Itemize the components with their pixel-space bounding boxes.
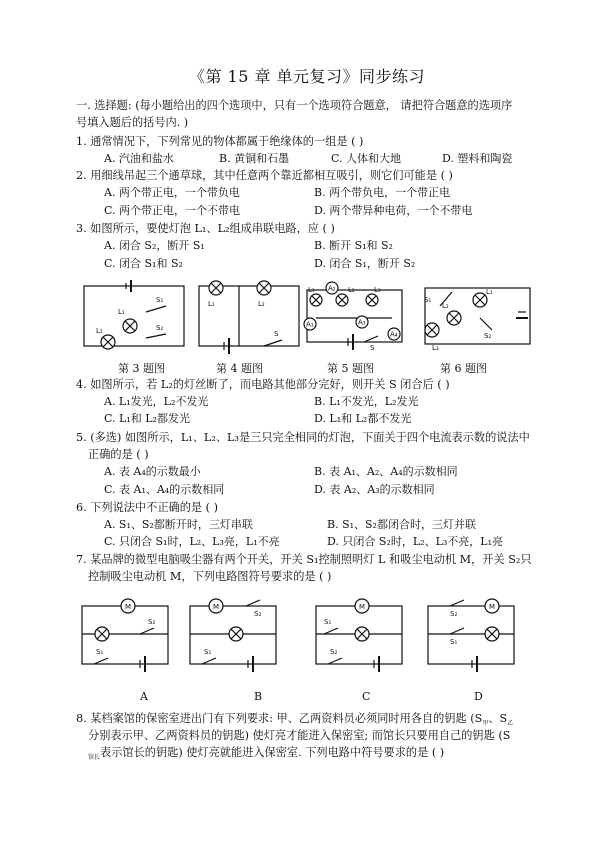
page-title: 《第 15 章 单元复习》同步练习	[188, 67, 426, 86]
q1-option-a: A. 汽油和盐水	[104, 152, 174, 165]
q3-option-b: B. 断开 S₁和 S₂	[314, 239, 393, 252]
fig5-label-s: S	[370, 344, 375, 352]
fig4-label-l2: L₂	[258, 300, 265, 308]
q7b-label-s1: S₁	[204, 648, 212, 656]
figure-5-circuit	[304, 282, 402, 352]
q8-stem-part2: 、S	[488, 712, 508, 725]
q6-option-d: D. 只闭合 S₂时，L₂、L₃不亮，L₁亮	[327, 535, 504, 548]
fig5-label-a1: A₁	[306, 320, 314, 329]
q7b-label-s2: S₂	[254, 610, 262, 618]
fig3-label-l1: L₁	[118, 308, 125, 316]
q5-stem: 5. (多选) 如图所示，L₁、L₂、L₃是三只完全相同的灯泡，下面关于四个电流表示数的说法中	[76, 431, 530, 444]
q1-option-d: D. 塑料和陶瓷	[442, 152, 513, 165]
q2-option-d: D. 两个带异种电荷，一个不带电	[314, 204, 473, 217]
q7c-label-s1: S₁	[324, 618, 332, 626]
q2-option-a: A. 两个带正电，一个带负电	[104, 186, 240, 199]
q7-circuit-c	[316, 599, 402, 672]
q4-option-d: D. L₁和 L₂都不发光	[314, 412, 412, 425]
q4-option-c: C. L₁和 L₂都发光	[104, 412, 190, 425]
fig3-label-l2: L₂	[96, 327, 103, 335]
q7a-label-s2: S₂	[148, 618, 156, 626]
q8-sub-jia: 甲	[482, 720, 489, 728]
section-header: 一. 选择题: (每小题给出的四个选项中，只有一个选项符合题意， 请把符合题意的选项序	[76, 99, 513, 112]
q3-stem: 3. 如图所示，要使灯泡 L₁、L₂组成串联电路，应 ( )	[76, 222, 335, 235]
q5-option-b: B. 表 A₁、A₂、A₄的示数相同	[314, 465, 458, 478]
q5-option-a: A. 表 A₄的示数最小	[104, 465, 201, 478]
fig4-label-s: S	[274, 330, 279, 338]
q7-circuit-options	[76, 596, 546, 672]
q5-stem-cont: 正确的是 ( )	[88, 448, 149, 461]
q3-option-a: A. 闭合 S₂，断开 S₁	[104, 239, 205, 252]
q7-stem-cont: 控制吸尘电动机 M，下列电路图符号要求的是 ( )	[88, 570, 332, 583]
q2-stem: 2. 用细线吊起三个通草球，其中任意两个靠近都相互吸引，则它们可能是 ( )	[76, 169, 453, 182]
fig3-caption: 第 3 题图	[118, 362, 165, 375]
q8-stem-part1: 8. 某档案馆的保密室进出门有下列要求: 甲、乙两资料员必须同时用各自的钥匙 (S	[76, 712, 483, 725]
q1-stem: 1. 通常情况下，下列常见的物体都属于绝缘体的一组是 ( )	[76, 135, 364, 148]
fig5-label-a3: A₃	[358, 318, 366, 327]
q5-option-d: D. 表 A₂、A₃的示数相同	[314, 483, 435, 496]
q2-option-b: B. 两个带负电，一个带正电	[314, 186, 451, 199]
fig5-label-a2: A₂	[328, 284, 336, 293]
fig5-label-l3: L₃	[374, 286, 381, 294]
q7d-motor-label: M	[489, 603, 496, 611]
figure-6-circuit	[424, 288, 530, 352]
q4-option-a: A. L₁发光，L₂不发光	[104, 395, 209, 408]
figure-3-circuit	[84, 280, 184, 349]
fig5-label-l2: L₂	[348, 286, 355, 294]
q8-stem-cont: 分别表示甲、乙两资料员的钥匙) 使灯亮才能进入保密室; 而馆长只要用自己的钥匙 (S	[88, 729, 511, 742]
q7c-label-s2: S₂	[330, 648, 338, 656]
q7-option-c: C	[362, 690, 371, 703]
q7-circuit-a	[82, 599, 168, 672]
q8-stem-cont2	[88, 745, 444, 766]
fig6-label-l2: L₂	[442, 302, 449, 310]
circuit-figures-row1	[76, 278, 536, 356]
q7-circuit-b	[190, 599, 276, 672]
q7b-motor-label: M	[213, 603, 220, 611]
q8-stem-part3: 表示馆长的钥匙) 使灯亮就能进入保密室. 下列电路中符号要求的是 ( )	[100, 746, 445, 759]
fig6-label-s1: S₁	[424, 296, 432, 304]
fig4-caption: 第 4 题图	[216, 362, 263, 375]
q6-option-a: A. S₁、S₂都断开时，三灯串联	[104, 518, 253, 531]
q7d-label-s2: S₂	[450, 610, 458, 618]
q6-option-c: C. 只闭合 S₁时，L₂、L₃亮，L₁不亮	[104, 535, 280, 548]
q2-option-c: C. 两个带正电，一个不带电	[104, 204, 241, 217]
fig6-label-l1: L₁	[486, 288, 493, 296]
q5-option-c: C. 表 A₁、A₄的示数相同	[104, 483, 225, 496]
q7-option-b: B	[254, 690, 263, 703]
q3-option-c: C. 闭合 S₁和 S₂	[104, 257, 183, 270]
q4-stem: 4. 如图所示，若 L₂的灯丝断了，而电路其他部分完好，则开关 S 闭合后 ( )	[76, 378, 450, 391]
fig5-label-a4: A₄	[390, 330, 398, 339]
fig5-caption: 第 5 题图	[327, 362, 374, 375]
q3-option-d: D. 闭合 S₁，断开 S₂	[314, 257, 416, 270]
section-header-cont: 号填入题后的括号内. )	[76, 116, 189, 129]
q7-option-d: D	[474, 690, 483, 703]
q7a-label-s1: S₁	[96, 648, 104, 656]
q7-circuit-d	[428, 599, 514, 672]
fig3-label-s1: S₁	[156, 296, 164, 304]
fig3-label-s2: S₂	[156, 324, 164, 332]
fig6-label-s2: S₂	[484, 332, 492, 340]
q7c-motor-label: M	[359, 603, 366, 611]
q6-stem: 6. 下列说法中不正确的是 ( )	[76, 501, 218, 514]
q7-option-a: A	[140, 690, 148, 703]
q4-option-b: B. L₁不发光，L₂发光	[314, 395, 419, 408]
fig4-label-l1: L₁	[208, 300, 215, 308]
q6-option-b: B. S₁、S₂都闭合时，三灯并联	[327, 518, 476, 531]
fig6-caption: 第 6 题图	[440, 362, 487, 375]
q1-option-c: C. 人体和大地	[331, 152, 402, 165]
fig6-label-l3: L₃	[432, 344, 439, 352]
figure-4-circuit	[199, 281, 299, 354]
q7a-motor-label: M	[125, 603, 132, 611]
q7d-label-s1: S₁	[450, 638, 458, 646]
fig5-label-l1: L₁	[308, 286, 315, 294]
q8-sub-yi: 乙	[507, 720, 514, 728]
q8-sub-guan: 馆长	[88, 754, 101, 762]
q1-option-b: B. 黄铜和石墨	[219, 152, 290, 165]
q7-stem: 7. 某品牌的微型电脑吸尘器有两个开关，开关 S₁控制照明灯 L 和吸尘电动机 M，开关 S₂只	[76, 553, 532, 566]
